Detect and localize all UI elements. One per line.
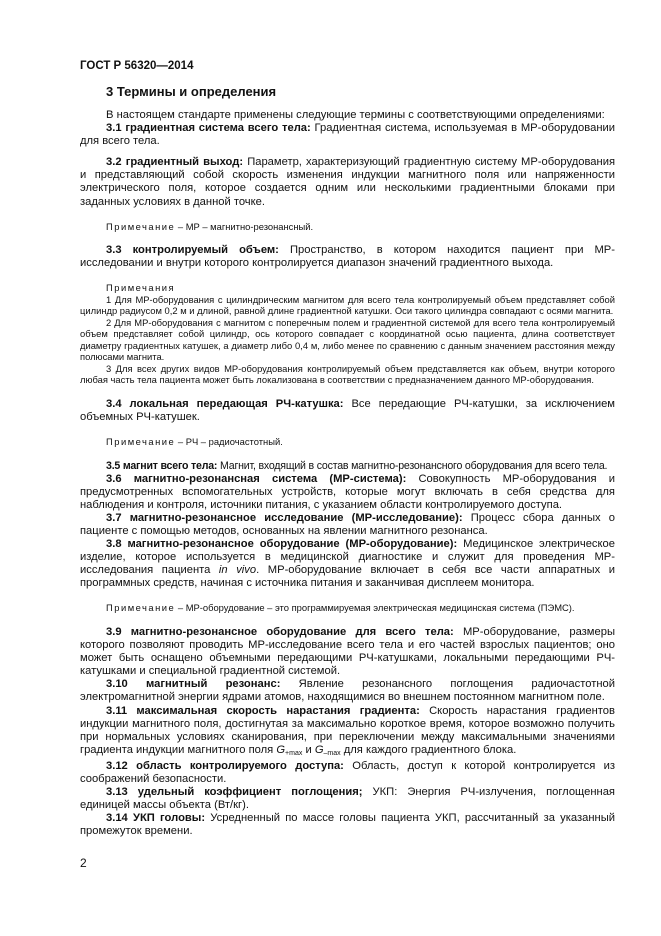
term-3-3	[80, 244, 615, 270]
term-3-8-definition-b: . МР-оборудование включает в себя все части аппаратных и программных средств, начиная с источника питания и заканчивая дисплеем монитора.	[80, 564, 616, 590]
term-3-10-label: 3.10 магнитный резонанс:	[106, 678, 281, 691]
section-title: 3 Термины и определения	[106, 84, 277, 99]
term-3-12-label: 3.12 область контролируемого доступа:	[106, 759, 344, 772]
term-3-7-label: 3.7 магнитно-резонансное исследование (МР-исследование):	[106, 511, 463, 524]
term-3-1-definition: Градиентная система, используемая в МР-оборудовании для всего тела.	[80, 122, 615, 148]
gradient-subscript: –max	[323, 749, 341, 757]
term-3-10	[80, 678, 615, 704]
term-3-2-label: 3.2 градиентный выход:	[106, 156, 244, 169]
note-text: – МР-оборудование – это программируемая электрическая медицинская система (ПЭМС).	[175, 602, 575, 614]
conjunction: и	[302, 743, 315, 756]
term-3-5-definition: Магнит, входящий в состав магнитно-резонансного оборудования для всего тела.	[217, 459, 608, 472]
note-text: – РЧ – радиочастотный.	[175, 436, 283, 448]
term-3-11-definition-b: для каждого градиентного блока.	[340, 743, 517, 756]
document-page	[80, 60, 615, 838]
intro-paragraph: В настоящем стандарте применены следующие термины с соответствующими определениями:	[106, 109, 605, 121]
term-3-6-definition: Совокупность МР-оборудования и предусмотренных вспомогательных устройств, которые могут включать в себя средства для наблюдения и контроля, источники питания, с указанием области контролируемого доступа.	[80, 472, 615, 511]
term-3-3-label: 3.3 контролируемый объем:	[106, 244, 279, 257]
term-3-2-definition: Параметр, характеризующий градиентную систему МР-оборудования и представляющий собой скорость изменения индукции магнитного поля или напряженности электрического поля, которое создается одним или несколькими градиентными блоками при заданных условиях в данной точке.	[80, 156, 615, 208]
term-3-2	[80, 156, 615, 208]
term-3-14	[80, 812, 615, 838]
term-3-14-definition: Усредненный по массе головы пациента УКП, рассчитанный за указанный промежуток времени.	[80, 812, 615, 838]
term-3-13-definition: УКП: Энергия РЧ-излучения, поглощенная единицей массы объекта (Вт/кг).	[80, 786, 615, 812]
term-3-8-definition-a: Медицинское электрическое изделие, которое используется в медицинской диагностике и служит для проведения МР-исследования пациента	[80, 538, 615, 577]
note-label: Примечание	[106, 220, 176, 232]
note-3-8	[80, 602, 615, 614]
term-3-7	[80, 512, 615, 538]
term-3-1	[80, 122, 615, 148]
term-3-13	[80, 786, 615, 812]
term-3-8-in-vivo: in vivo	[218, 564, 257, 577]
term-3-7-definition: Процесс сбора данных о пациенте с помощью методов, основанных на явлении магнитного резонанса.	[80, 511, 615, 537]
term-3-12	[80, 760, 615, 786]
term-3-14-label: 3.14 УКП головы:	[106, 812, 206, 825]
term-3-11-label: 3.11 максимальная скорость нарастания градиента:	[106, 704, 420, 717]
notes-label: Примечания	[106, 282, 176, 294]
term-3-10-definition: Явление резонансного поглощения радиочастотной электромагнитной энергии ядрами атомов, находящимися во внешнем постоянном магнитном поле.	[80, 678, 615, 704]
term-3-12-definition: Область, доступ к которой контролируется из соображений безопасности.	[80, 759, 615, 785]
note-label: Примечание	[106, 602, 176, 614]
term-3-4-label: 3.4 локальная передающая РЧ-катушка:	[106, 397, 344, 410]
term-3-6-label: 3.6 магнитно-резонансная система (МР-система):	[106, 472, 407, 485]
term-3-8	[80, 538, 615, 590]
term-3-4	[80, 398, 615, 424]
gradient-symbol: G	[276, 743, 286, 756]
term-3-8-label: 3.8 магнитно-резонансное оборудование (МР-оборудование):	[106, 538, 458, 551]
term-3-11-definition-a: Скорость нарастания градиентов индукции магнитного поля, достигнутая за максимально короткое время, которое возможно получить при нормальных условиях сканирования, при переключении между максимальными значениями градиента индукции магнитного поля	[80, 704, 615, 756]
term-3-13-label: 3.13 удельный коэффициент поглощения;	[106, 786, 363, 799]
note-text: – МР – магнитно-резонансный.	[175, 220, 314, 232]
gradient-subscript: +max	[285, 749, 303, 757]
term-3-4-definition: Все передающие РЧ-катушки, за исключением объемных РЧ-катушек.	[80, 397, 615, 423]
term-3-5-label: 3.5 магнит всего тела:	[106, 459, 218, 472]
gradient-symbol: G	[314, 743, 324, 756]
note-item: 3 Для всех других видов МР-оборудования контролируемый объем представляется как объем, внутри которого любая часть тела пациента может быть локализована в соответствии с предназначением данного МР-оборудования.	[80, 362, 615, 386]
note-3-4	[80, 436, 615, 448]
notes-3-3	[80, 282, 615, 386]
term-3-11	[80, 705, 615, 760]
term-3-9-definition: МР-оборудование, размеры которого позволяют проводить МР-исследование всего тела и его частей взрослых пациентов; оно может быть оснащено объемными передающими РЧ-катушками, локальными передающими РЧ-катушками и специальной градиентной системой.	[80, 625, 615, 678]
standard-header: ГОСТ Р 56320—2014	[80, 60, 194, 72]
page-number: 2	[80, 856, 87, 870]
term-3-9-label: 3.9 магнитно-резонансное оборудование для всего тела:	[106, 625, 454, 638]
note-3-2	[80, 221, 615, 233]
term-3-1-label: 3.1 градиентная система всего тела:	[106, 122, 311, 135]
term-3-9	[80, 626, 615, 678]
note-label: Примечание	[106, 436, 176, 448]
term-3-5	[80, 460, 615, 473]
note-item: 2 Для МР-оборудования с магнитом с поперечным полем и градиентной системой для всего тела контролируемый объем представляет собой цилиндр, ось которого совпадает с координатной осью пациента, длина соответствует диаметру градиентных катушек, а диаметр либо 0,4 м, либо менее по сравнению с данным значением расстояния между полюсами магнита.	[80, 316, 615, 363]
term-3-3-definition: Пространство, в котором находится пациент при МР-исследовании и внутри которого контролируется диапазон значений градиентного выхода.	[80, 244, 615, 270]
term-3-6	[80, 473, 615, 512]
note-item: 1 Для МР-оборудования с цилиндрическим магнитом для всего тела контролируемый объем представляет собой цилиндр радиусом 0,2 м и длиной, равной длине градиентной катушки. Оси такого цилиндра совпадают с осями магнита.	[80, 293, 615, 317]
